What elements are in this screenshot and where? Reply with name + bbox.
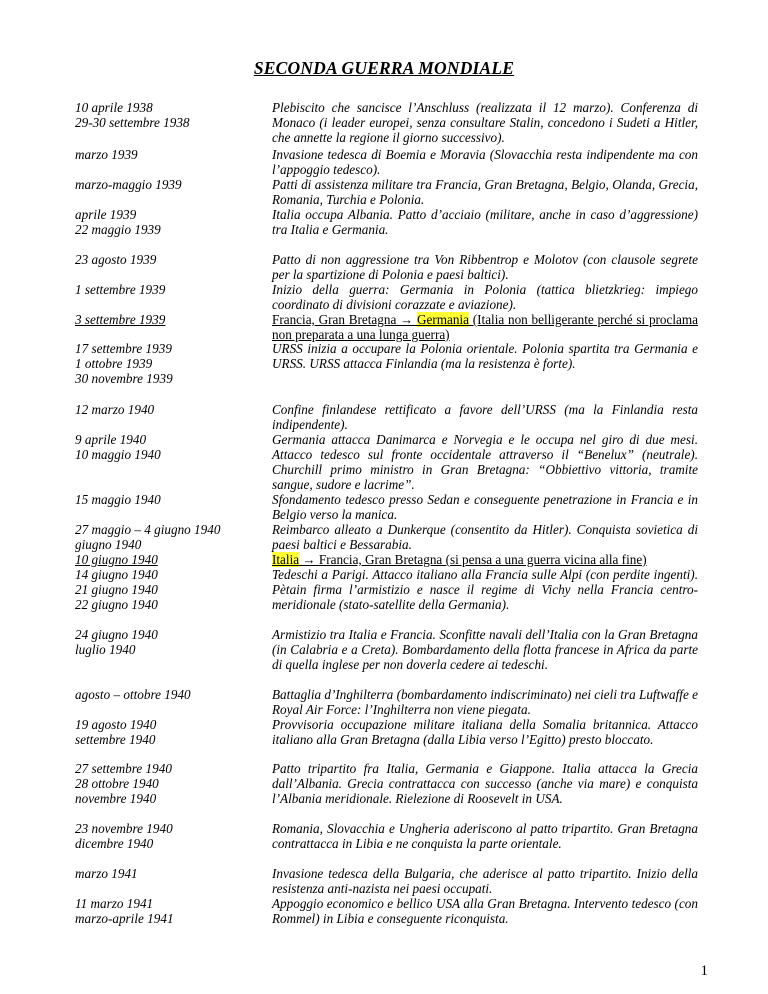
event-text: Patto tripartito fra Italia, Germania e Giappone. Italia attacca la Grecia dall’Albania. Grecia contrattacca con successo (anche via mare) e conquista l’Albania meridionale. Rielezione di Roosevelt in USA. [272,761,698,806]
event-text: Romania, Slovacchia e Ungheria aderiscono al patto tripartito. Gran Bretagna contrattacca in Libia e ne conquista la parte orientale. [272,821,698,851]
page-title: SECONDA GUERRA MONDIALE [253,58,515,78]
event-text: Germania attacca Danimarca e Norvegia e le occupa nel giro di due mesi. Attacco tedesco sul fronte occidentale attraverso il “Benelux” (neutrale). Churchill primo ministro in Gran Bretagna: “Obbiettivo vittoria, tramite sangue, sudore e lacrime”. [272,432,698,492]
event-text: Reimbarco alleato a Dunkerque (consentito da Hitler). Conquista sovietica di paesi baltici e Bessarabia. [272,522,698,552]
page-number: 1 [700,963,708,979]
event-text: URSS inizia a occupare la Polonia orientale. Polonia spartita tra Germania e URSS. URSS attacca Finlandia (ma la resistenza è forte). [272,341,698,371]
date: 24 giugno 1940 [75,627,158,642]
date: 1 ottobre 1939 [75,356,153,371]
date: 23 novembre 1940 [75,821,173,836]
date: 22 giugno 1940 [75,597,158,612]
date-cell [75,821,255,851]
date-cell [75,252,255,267]
event-text: Invasione tedesca della Bulgaria, che aderisce al patto tripartito. Inizio della resistenza anti-nazista nei paesi occupati. [272,866,698,896]
date: 19 agosto 1940 [75,717,157,732]
date: aprile 1939 [75,207,137,222]
date: 10 aprile 1938 [75,100,153,115]
date: giugno 1940 [75,537,142,552]
date: settembre 1940 [75,732,156,747]
event-text: Invasione tedesca di Boemia e Moravia (Slovacchia resta indipendente ma con l’appoggio tedesco). [272,147,698,177]
event-text-part: → Francia, Gran Bretagna (si pensa a una guerra vicina alla fine) [299,552,647,567]
date-cell [75,761,255,806]
date: 1 settembre 1939 [75,282,166,297]
date-cell [75,717,255,747]
event-text: Confine finlandese rettificato a favore dell’URSS (ma la Finlandia resta indipendente). [272,402,698,432]
date-cell [75,567,255,612]
date: marzo 1939 [75,147,138,162]
date: 29-30 settembre 1938 [75,115,190,130]
date-cell [75,402,255,417]
date: luglio 1940 [75,642,136,657]
event-text-part: Francia, Gran Bretagna → [272,312,417,327]
date: agosto – ottobre 1940 [75,687,191,702]
date-cell [75,177,255,192]
date: 3 settembre 1939 [75,312,166,327]
highlighted-text: Italia [272,552,300,567]
event-text: Sfondamento tedesco presso Sedan e conseguente penetrazione in Francia e in Belgio verso la manica. [272,492,698,522]
date: 22 maggio 1939 [75,222,161,237]
date-cell [75,341,255,386]
date: 27 maggio – 4 giugno 1940 [75,522,221,537]
date-cell [75,866,255,881]
event-text: Armistizio tra Italia e Francia. Sconfitte navali dell’Italia con la Gran Bretagna (in Calabria e a Creta). Bombardamento della flotta francese in Africa da parte di quella inglese per non doverla cedere ai tedeschi. [272,627,698,672]
date: 17 settembre 1939 [75,341,172,356]
event-text: Italia occupa Albania. Patto d’acciaio (militare, anche in caso d’aggressione) tra Italia e Germania. [272,207,698,237]
date: 28 ottobre 1940 [75,776,159,791]
event-text [272,312,698,342]
event-text: Battaglia d’Inghilterra (bombardamento indiscriminato) nei cieli tra Luftwaffe e Royal Air Force: l’Inghilterra non viene piegata. [272,687,698,717]
date-cell [75,100,255,130]
date: 10 giugno 1940 [75,552,158,567]
date: marzo-maggio 1939 [75,177,182,192]
event-text: Tedeschi a Parigi. Attacco italiano alla Francia sulle Alpi (con perdite ingenti). Pètain firma l’armistizio e nasce il regime di Vichy nella Francia centro-meridionale (stato-satellite della Germania). [272,567,698,612]
date: 30 novembre 1939 [75,371,173,386]
date-cell [75,627,255,657]
date: 12 marzo 1940 [75,402,155,417]
date-cell [75,282,255,297]
date-cell [75,492,255,507]
event-text: Patto di non aggressione tra Von Ribbentrop e Molotov (con clausole segrete per la spartizione di Polonia e paesi baltici). [272,252,698,282]
event-text: Patti di assistenza militare tra Francia, Gran Bretagna, Belgio, Olanda, Grecia, Romania, Turchia e Polonia. [272,177,698,207]
date: 14 giugno 1940 [75,567,158,582]
date-cell [75,147,255,162]
date: marzo-aprile 1941 [75,911,174,926]
date: marzo 1941 [75,866,138,881]
date-cell [75,312,255,327]
date: novembre 1940 [75,791,157,806]
date: 9 aprile 1940 [75,432,147,447]
date-cell [75,432,255,462]
date-cell [75,522,255,552]
date: 11 marzo 1941 [75,896,154,911]
event-text: Appoggio economico e bellico USA alla Gran Bretagna. Intervento tedesco (con Rommel) in Libia e conseguente riconquista. [272,896,698,926]
highlighted-text: Germania [417,312,469,327]
date-cell [75,687,255,702]
date: dicembre 1940 [75,836,154,851]
event-text: Provvisoria occupazione militare italiana della Somalia britannica. Attacco italiano alla Gran Bretagna (dalla Libia verso l’Egitto) presto bloccato. [272,717,698,747]
date: 10 maggio 1940 [75,447,161,462]
date: 23 agosto 1939 [75,252,157,267]
event-text: Inizio della guerra: Germania in Polonia (tattica blietzkrieg: impiego coordinato di divisioni corazzate e aviazione). [272,282,698,312]
date: 21 giugno 1940 [75,582,158,597]
event-text-part: (Italia non belligerante perché si proclama non preparata a una lunga guerra) [272,312,698,342]
date: 27 settembre 1940 [75,761,172,776]
date-cell [75,552,255,567]
event-text [272,552,698,567]
date-cell [75,207,255,237]
event-text: Plebiscito che sancisce l’Anschluss (realizzata il 12 marzo). Conferenza di Monaco (i leader europei, senza consultare Stalin, concedono i Sudeti a Hitler, che annette la regione il giorno successivo). [272,100,698,145]
date-cell [75,896,255,926]
date: 15 maggio 1940 [75,492,161,507]
